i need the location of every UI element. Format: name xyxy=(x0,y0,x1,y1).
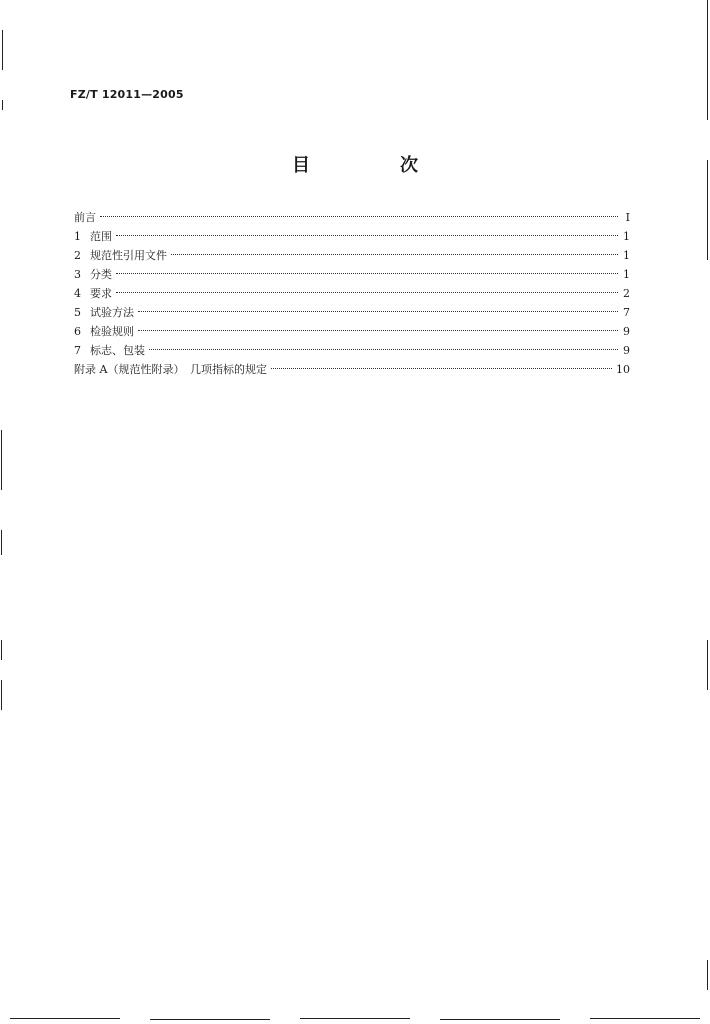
toc-entry[interactable] xyxy=(74,265,630,284)
toc-entry-number: 2 xyxy=(74,249,81,262)
toc-entry-number: 7 xyxy=(74,344,81,357)
toc-entry-page: 1 xyxy=(623,268,630,281)
scan-edge-mark xyxy=(590,1018,700,1019)
toc-entry-text: 附录 A（规范性附录） 几项指标的规定 xyxy=(74,363,267,376)
toc-dot-leader xyxy=(271,368,612,369)
toc-entry-page: 7 xyxy=(623,306,630,319)
scan-edge-mark xyxy=(440,1019,560,1020)
toc-entry-label xyxy=(74,360,267,379)
toc-entry-number: 6 xyxy=(74,325,81,338)
toc-dot-leader xyxy=(138,311,618,312)
toc-entry-text: 前言 xyxy=(74,211,96,224)
toc-entry-text: 检验规则 xyxy=(90,325,134,338)
scan-edge-mark xyxy=(1,640,2,660)
toc-entry[interactable] xyxy=(74,227,630,246)
toc-entry-text: 规范性引用文件 xyxy=(90,249,167,262)
toc-entry-text: 要求 xyxy=(90,287,112,300)
scan-edge-mark xyxy=(1,530,2,555)
scan-edge-mark xyxy=(707,0,708,120)
toc-dot-leader xyxy=(138,330,618,331)
toc-dot-leader xyxy=(116,273,618,274)
toc-entry-label xyxy=(74,322,134,341)
standard-code: FZ/T 12011—2005 xyxy=(70,88,184,101)
toc-entry[interactable] xyxy=(74,322,630,341)
scan-edge-mark xyxy=(707,640,708,690)
toc-entry-number: 1 xyxy=(74,230,81,243)
page-title: 目 次 xyxy=(292,155,454,176)
toc-dot-leader xyxy=(116,235,618,236)
toc-entry-text: 标志、包装 xyxy=(90,344,145,357)
toc-entry-number: 4 xyxy=(74,287,81,300)
toc-entry-text: 分类 xyxy=(90,268,112,281)
toc-entry-label xyxy=(74,265,112,284)
toc-entry[interactable] xyxy=(74,360,630,379)
toc-entry-page: 2 xyxy=(623,287,630,300)
toc-entry-number: 3 xyxy=(74,268,81,281)
toc-entry-text: 范围 xyxy=(90,230,112,243)
toc-dot-leader xyxy=(171,254,618,255)
scan-edge-mark xyxy=(300,1018,410,1019)
toc-entry-label xyxy=(74,208,96,227)
toc-dot-leader xyxy=(100,216,618,217)
scan-edge-mark xyxy=(10,1018,120,1019)
toc-dot-leader xyxy=(116,292,618,293)
toc-entry-page: 9 xyxy=(623,344,630,357)
scan-edge-mark xyxy=(2,30,3,70)
scan-edge-mark xyxy=(1,680,2,710)
toc-entry[interactable] xyxy=(74,246,630,265)
toc-entry-page: 1 xyxy=(623,249,630,262)
scan-edge-mark xyxy=(1,430,2,490)
toc-entry-label xyxy=(74,227,112,246)
toc-entry[interactable] xyxy=(74,303,630,322)
scan-edge-mark xyxy=(2,100,3,110)
toc-entry-number: 5 xyxy=(74,306,81,319)
toc-entry-label xyxy=(74,284,112,303)
toc-entry-text: 试验方法 xyxy=(90,306,134,319)
scan-edge-mark xyxy=(707,960,708,990)
toc-entry-page: I xyxy=(625,211,630,224)
toc-entry-label xyxy=(74,303,134,322)
scan-edge-mark xyxy=(150,1019,270,1020)
toc-entry[interactable] xyxy=(74,284,630,303)
toc-entry[interactable] xyxy=(74,208,630,227)
toc-entry-label xyxy=(74,341,145,360)
toc-dot-leader xyxy=(149,349,618,350)
toc-entry-page: 9 xyxy=(623,325,630,338)
toc-entry-page: 10 xyxy=(616,363,630,376)
toc-entry-page: 1 xyxy=(623,230,630,243)
toc-entry[interactable] xyxy=(74,341,630,360)
table-of-contents xyxy=(74,208,630,379)
toc-entry-label xyxy=(74,246,167,265)
